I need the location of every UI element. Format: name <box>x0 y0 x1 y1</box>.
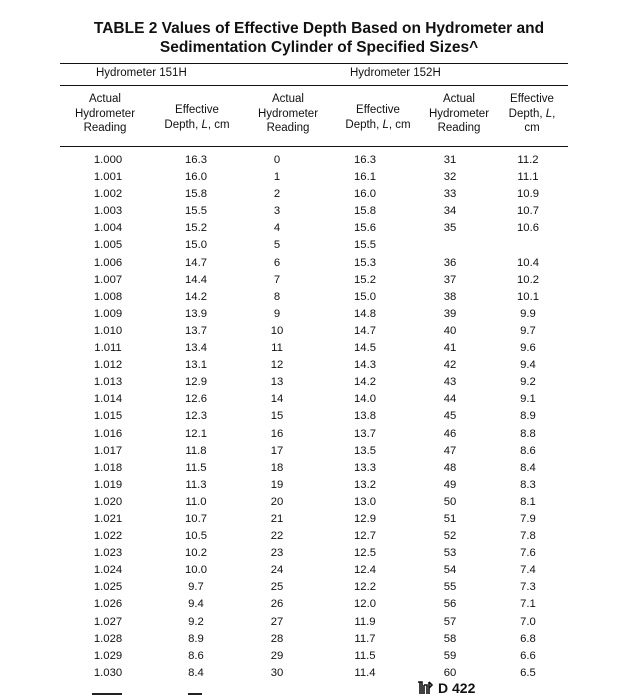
table-cell: 12.4 <box>354 564 376 577</box>
table-cell: 58 <box>443 632 457 645</box>
table-cell: 11.5 <box>185 461 207 474</box>
table-cell: 10.2 <box>185 547 207 560</box>
table-cell: 15.6 <box>354 222 376 235</box>
table-cell: 9.4 <box>520 359 536 372</box>
table-cell: 34 <box>443 205 457 218</box>
table-cell <box>412 237 488 254</box>
table-row <box>60 665 568 682</box>
table-cell: 9.2 <box>188 615 204 628</box>
table-cell: 35 <box>443 222 457 235</box>
table-row <box>60 443 568 460</box>
table-cell: 1.011 <box>94 342 122 355</box>
table-cell: 1.030 <box>93 666 123 679</box>
table-cell: 1.007 <box>93 273 123 286</box>
column-header-effective-depth-152h-2: Effective Depth, L, cm <box>508 93 556 134</box>
table-cell: 24 <box>270 564 284 577</box>
table-cell: 15.8 <box>185 188 207 201</box>
table-cell: 16 <box>270 427 284 440</box>
table-cell: 3 <box>273 205 281 218</box>
table-cell: 50 <box>443 495 457 508</box>
table-cell: 43 <box>443 376 457 389</box>
table-cell: 8.3 <box>520 478 536 491</box>
table-cell: 9.2 <box>520 376 536 389</box>
table-cell: 12.7 <box>354 530 376 543</box>
table-cell: 1.024 <box>93 564 123 577</box>
table-cell: 1.006 <box>93 256 123 269</box>
table-cell: 6 <box>273 256 281 269</box>
table-cell: 1.012 <box>93 359 123 372</box>
table-cell: 7.4 <box>520 564 536 577</box>
table-cell: 14.4 <box>185 273 207 286</box>
table-cell: 33 <box>443 188 457 201</box>
table-cell: 10.4 <box>517 256 539 269</box>
table-cell: 0 <box>273 154 281 166</box>
table-row <box>60 323 568 340</box>
table-cell: 1.021 <box>93 512 123 525</box>
table-cell: 10.2 <box>517 273 539 286</box>
table-cell: 1.003 <box>93 205 123 218</box>
table-row <box>60 579 568 596</box>
table-cell: 7.6 <box>520 547 536 560</box>
table-cell: 6.5 <box>520 666 536 679</box>
table-cell: 1.000 <box>93 154 123 166</box>
table-cell: 10.1 <box>517 290 539 303</box>
table-cell: 8.6 <box>520 444 536 457</box>
table-row <box>60 528 568 545</box>
table-cell: 14.7 <box>354 324 376 337</box>
table-cell: 30 <box>270 666 284 679</box>
group-rule <box>60 85 568 86</box>
table-row <box>60 169 568 186</box>
table-cell: 8.1 <box>520 495 536 508</box>
table-cell: 48 <box>443 461 457 474</box>
table-cell: 13.5 <box>354 444 376 457</box>
table-cell: 49 <box>443 478 457 491</box>
table-cell: 14.5 <box>354 342 376 355</box>
table-cell: 11 <box>271 342 283 355</box>
table-cell: 1.027 <box>93 615 123 628</box>
table-cell: 52 <box>443 530 457 543</box>
table-cell: 13.9 <box>185 307 207 320</box>
table-cell: 54 <box>443 564 457 577</box>
table-cell: 47 <box>443 444 457 457</box>
table-cell: 1.010 <box>93 324 123 337</box>
column-header-actual-reading-152h: Actual Hydrometer Reading <box>257 93 319 134</box>
table-cell: 14 <box>270 393 284 406</box>
designation-label: D 422 <box>438 680 476 696</box>
table-cell: 10.6 <box>517 222 539 235</box>
table-cell: 25 <box>270 581 284 594</box>
table-cell: 59 <box>443 649 457 662</box>
table-cell: 8 <box>273 290 281 303</box>
table-cell: 10.9 <box>517 188 539 201</box>
table-row <box>60 545 568 562</box>
table-cell: 9.4 <box>188 598 204 611</box>
table-cell: 16.3 <box>185 154 207 166</box>
table-cell: 9 <box>273 307 281 320</box>
table-cell: 12.5 <box>354 547 376 560</box>
table-cell: 1.002 <box>93 188 123 201</box>
table-cell: 1.016 <box>93 427 123 440</box>
table-cell: 11.9 <box>354 615 376 628</box>
table-cell: 17 <box>270 444 284 457</box>
table-cell: 14.7 <box>185 256 207 269</box>
table-cell: 10 <box>270 324 284 337</box>
table-cell: 53 <box>443 547 457 560</box>
table-cell: 37 <box>443 273 457 286</box>
table-cell: 13.2 <box>354 478 376 491</box>
table-cell: 1.014 <box>93 393 123 406</box>
table-cell: 19 <box>270 478 284 491</box>
top-rule <box>60 63 568 64</box>
table-cell: 21 <box>270 512 284 525</box>
table-cell: 56 <box>443 598 457 611</box>
table-cell: 23 <box>270 547 284 560</box>
table-cell: 39 <box>443 307 457 320</box>
table-cell: 38 <box>443 290 457 303</box>
table-cell: 7.3 <box>520 581 536 594</box>
table-cell: 51 <box>443 512 457 525</box>
table-cell: 8.8 <box>520 427 536 440</box>
table-row <box>60 614 568 631</box>
table-cell: 8.6 <box>188 649 204 662</box>
table-cell: 10.7 <box>185 512 207 525</box>
table-cell: 26 <box>270 598 284 611</box>
table-cell: 8.4 <box>188 666 204 679</box>
table-row <box>60 186 568 203</box>
table-cell: 14.2 <box>185 290 207 303</box>
table-cell: 8.9 <box>188 632 204 645</box>
table-cell: 8.9 <box>520 410 536 423</box>
column-header-actual-reading-152h-2: Actual Hydrometer Reading <box>428 93 490 134</box>
table-cell: 15.5 <box>354 239 376 252</box>
table-cell: 1.005 <box>93 239 123 252</box>
table-cell: 9.6 <box>520 342 536 355</box>
table-cell: 1.028 <box>93 632 123 645</box>
table-cell: 16.0 <box>185 171 207 184</box>
table-cell: 11.1 <box>517 171 539 184</box>
table-cell: 15 <box>270 410 284 423</box>
table-cell: 16.1 <box>354 171 376 184</box>
table-cell: 16.3 <box>354 154 376 166</box>
cut-off-next-row <box>90 693 210 700</box>
table-row <box>60 477 568 494</box>
table-cell: 11.3 <box>185 478 207 491</box>
table-cell: 12.2 <box>354 581 376 594</box>
table-cell: 40 <box>443 324 457 337</box>
table-cell: 13.8 <box>354 410 376 423</box>
table-cell: 1.001 <box>93 171 123 184</box>
table-row <box>60 340 568 357</box>
group-header-152h: Hydrometer 152H <box>350 67 441 79</box>
table-row <box>60 357 568 374</box>
table-cell: 45 <box>443 410 457 423</box>
table-cell: 14.0 <box>354 393 376 406</box>
table-cell: 1.025 <box>93 581 123 594</box>
column-header-actual-reading-151h: Actual Hydrometer Reading <box>74 93 136 134</box>
table-cell: 1.008 <box>93 290 123 303</box>
table-cell: 6.6 <box>520 649 536 662</box>
table-cell: 14.2 <box>354 376 376 389</box>
table-row <box>60 408 568 425</box>
table-cell: 1.026 <box>93 598 123 611</box>
table-cell: 12.0 <box>354 598 376 611</box>
table-cell: 13.7 <box>185 324 207 337</box>
table-cell: 1.022 <box>93 530 123 543</box>
table-cell: 1 <box>273 171 281 184</box>
table-cell: 7.8 <box>520 530 536 543</box>
table-cell: 20 <box>270 495 284 508</box>
table-row <box>60 374 568 391</box>
document-footer <box>417 680 475 696</box>
table-cell: 1.013 <box>93 376 123 389</box>
table-cell: 12.1 <box>185 427 207 440</box>
table-cell: 13 <box>270 376 284 389</box>
table-cell <box>488 237 568 254</box>
table-cell: 15.5 <box>185 205 207 218</box>
table-cell: 1.023 <box>93 547 123 560</box>
table-cell: 7 <box>273 273 281 286</box>
table-row <box>60 272 568 289</box>
table-cell: 46 <box>443 427 457 440</box>
table-row <box>60 203 568 220</box>
table-cell: 27 <box>270 615 284 628</box>
table-cell: 13.4 <box>185 342 207 355</box>
table-cell: 41 <box>443 342 457 355</box>
table-row <box>60 460 568 477</box>
table-cell: 1.015 <box>93 410 123 423</box>
table-row <box>60 596 568 613</box>
astm-logo-icon <box>417 681 433 695</box>
table-cell: 44 <box>443 393 457 406</box>
table-row <box>60 494 568 511</box>
table-row <box>60 648 568 665</box>
table-cell: 13.0 <box>354 495 376 508</box>
header-rule <box>60 146 568 147</box>
table-cell: 13.1 <box>185 359 207 372</box>
column-header-effective-depth-152h: Effective Depth, L, cm <box>345 104 411 131</box>
table-cell: 57 <box>443 615 457 628</box>
table-cell: 11.4 <box>354 666 376 679</box>
table-row <box>60 391 568 408</box>
table-cell: 1.020 <box>93 495 123 508</box>
table-cell: 12.3 <box>185 410 207 423</box>
table-cell: 9.9 <box>520 307 536 320</box>
table-row <box>60 255 568 272</box>
group-header-151h: Hydrometer 151H <box>96 67 187 79</box>
table-cell: 13.7 <box>354 427 376 440</box>
table-cell: 31 <box>443 154 457 166</box>
table-cell: 16.0 <box>354 188 376 201</box>
table-row <box>60 426 568 443</box>
table-cell: 9.7 <box>188 581 204 594</box>
table-title-line-2: Sedimentation Cylinder of Specified Sizes^ <box>159 39 479 56</box>
table-cell: 22 <box>270 530 284 543</box>
table-cell: 55 <box>443 581 457 594</box>
table-cell: 10.5 <box>185 530 207 543</box>
table-cell: 12 <box>270 359 284 372</box>
table-cell: 11.2 <box>517 154 539 166</box>
table-row <box>60 306 568 323</box>
table-cell: 12.9 <box>354 512 376 525</box>
table-cell: 7.9 <box>520 512 536 525</box>
table-cell: 9.7 <box>520 324 536 337</box>
table-cell: 10.7 <box>517 205 539 218</box>
data-table <box>60 152 568 682</box>
table-cell: 1.019 <box>93 478 123 491</box>
table-row <box>60 289 568 306</box>
table-cell: 14.3 <box>354 359 376 372</box>
table-cell: 32 <box>443 171 457 184</box>
table-cell: 7.0 <box>520 615 536 628</box>
table-row <box>60 220 568 237</box>
table-cell: 5 <box>273 239 281 252</box>
table-cell: 28 <box>270 632 284 645</box>
table-cell: 15.2 <box>185 222 207 235</box>
table-cell: 11.7 <box>354 632 376 645</box>
table-cell: 60 <box>443 666 457 679</box>
table-cell: 14.8 <box>354 307 376 320</box>
table-cell: 29 <box>270 649 284 662</box>
table-cell: 15.3 <box>354 256 376 269</box>
table-cell: 10.0 <box>185 564 207 577</box>
table-row <box>60 511 568 528</box>
table-cell: 1.018 <box>93 461 123 474</box>
table-cell: 1.004 <box>93 222 123 235</box>
table-cell: 1.009 <box>93 307 123 320</box>
table-row <box>60 631 568 648</box>
table-cell: 6.8 <box>520 632 536 645</box>
table-cell: 13.3 <box>354 461 376 474</box>
table-cell: 1.017 <box>93 444 123 457</box>
table-cell: 15.2 <box>354 273 376 286</box>
table-title-line-1: TABLE 2 Values of Effective Depth Based on Hydrometer and <box>93 20 545 37</box>
table-cell: 11.5 <box>354 649 376 662</box>
table-row <box>60 237 568 254</box>
table-cell: 8.4 <box>520 461 536 474</box>
table-cell: 18 <box>270 461 284 474</box>
table-cell: 15.8 <box>354 205 376 218</box>
table-cell: 15.0 <box>354 290 376 303</box>
table-cell: 36 <box>443 256 457 269</box>
table-cell: 15.0 <box>185 239 207 252</box>
table-row <box>60 562 568 579</box>
table-cell: 42 <box>443 359 457 372</box>
table-cell: 1.029 <box>93 649 123 662</box>
table-cell: 12.9 <box>185 376 207 389</box>
column-header-effective-depth-151h: Effective Depth, L, cm <box>164 104 230 131</box>
table-cell: 11.8 <box>185 444 207 457</box>
table-cell: 11.0 <box>185 495 207 508</box>
table-cell: 7.1 <box>520 598 536 611</box>
table-cell: 12.6 <box>185 393 207 406</box>
table-cell: 9.1 <box>520 393 536 406</box>
table-row <box>60 152 568 169</box>
table-cell: 4 <box>273 222 281 235</box>
table-cell: 2 <box>273 188 281 201</box>
